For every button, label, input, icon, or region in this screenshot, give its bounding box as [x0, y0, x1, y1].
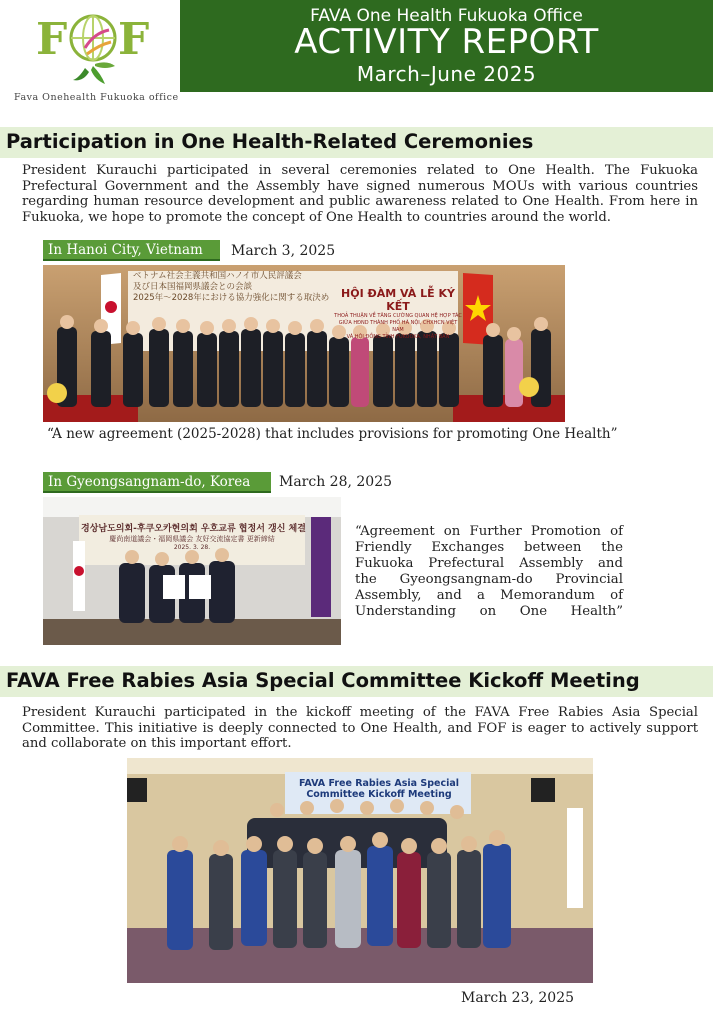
- banner-date: 2025. 3. 28.: [173, 544, 211, 551]
- banner-vn-title: HỘI ĐÀM VÀ LỄ KÝ KẾT: [341, 287, 455, 313]
- banner-jp-line2: 及び日本国福岡県議会との会談: [133, 282, 253, 292]
- logo: [0, 0, 180, 110]
- korea-caption-line4: the Gyeongsangnam-do Provincial: [355, 572, 623, 587]
- korea-caption: [355, 524, 623, 620]
- logo-letter-f-right: F: [118, 14, 150, 65]
- banner-jp-subtitle: 慶尚南道議会・福岡県議会 友好交流協定書 更新締結: [109, 535, 275, 543]
- location-tag-hanoi: In Hanoi City, Vietnam: [43, 240, 220, 261]
- logo-letter-f-left: F: [36, 14, 68, 65]
- banner-vn-line3: GIỮA HĐND THÀNH PHỐ HÀ NỘI, CHXHCN VIỆT NAM: [338, 320, 458, 333]
- hanoi-caption: “A new agreement (2025-2028) that includes provisions for promoting One Health”: [47, 426, 618, 442]
- photo-korea-signing: [43, 497, 341, 645]
- banner-kr-title: 경상남도의회-후쿠오카현의회 우호교류 협정서 갱신 체결: [81, 524, 306, 534]
- event-date-gyeongsangnam: March 28, 2025: [279, 474, 393, 490]
- event-date-hanoi: March 3, 2025: [231, 243, 336, 259]
- section-header-ceremonies: [0, 127, 713, 158]
- header-banner: [180, 0, 713, 92]
- section-title: Participation in One Health-Related Ceremonies: [6, 130, 534, 153]
- banner-vn-line4: VÀ HỘI ĐỒNG TỈNH FUKUOKA, NHẬT BẢN: [346, 334, 450, 340]
- photo-hanoi-ceremony: [43, 265, 565, 422]
- banner-jp-line3: 2025年～2028年における協力強化に関する取決め: [133, 293, 330, 303]
- report-title: ACTIVITY REPORT: [294, 22, 599, 62]
- rabies-date: March 23, 2025: [461, 990, 575, 1006]
- korea-caption-line3: Fukuoka Prefectural Assembly and: [355, 556, 623, 571]
- section-title: FAVA Free Rabies Asia Special Committee Kickoff Meeting: [6, 669, 640, 692]
- banner-vn-line2: THOẢ THUẬN VỀ TĂNG CƯỜNG QUAN HỆ HỢP TÁC: [334, 313, 462, 319]
- photo-rabies-kickoff: [127, 758, 593, 983]
- korea-caption-line1: “Agreement on Further Promotion of: [355, 524, 623, 539]
- office-name: FAVA One Health Fukuoka Office: [310, 6, 583, 26]
- banner-rabies-title1: FAVA Free Rabies Asia Special: [298, 778, 460, 789]
- section-header-rabies: [0, 666, 713, 697]
- globe-leaf-icon: [65, 8, 121, 86]
- korea-caption-line5: Assembly, and a Memorandum of: [355, 588, 623, 603]
- ceremonies-paragraph: President Kurauchi participated in several ceremonies related to One Health. The Fukuoka Prefectural Government and the Assembly have signed numerous MOUs with various countries regarding human resource development and public awareness related to One Health. From here in Fukuoka, we hope to promote the concept of One Health to countries around the world.: [22, 163, 698, 225]
- rabies-paragraph: President Kurauchi participated in the kickoff meeting of the FAVA Free Rabies Asia Special Committee. This initiative is deeply connected to One Health, and FOF is eager to actively support and collaborate on this important effort.: [22, 705, 698, 751]
- report-period: March–June 2025: [356, 62, 537, 86]
- logo-caption: Fava Onehealth Fukuoka office: [14, 92, 179, 103]
- banner-rabies-title2: Committee Kickoff Meeting: [306, 789, 452, 800]
- banner-jp-line1: ベトナム社会主義共和国ハノイ市人民評議会: [133, 271, 302, 281]
- korea-caption-line6: Understanding on One Health”: [355, 604, 623, 619]
- korea-caption-line2: Friendly Exchanges between the: [355, 540, 623, 555]
- location-tag-gyeongsangnam: In Gyeongsangnam-do, Korea: [43, 472, 271, 493]
